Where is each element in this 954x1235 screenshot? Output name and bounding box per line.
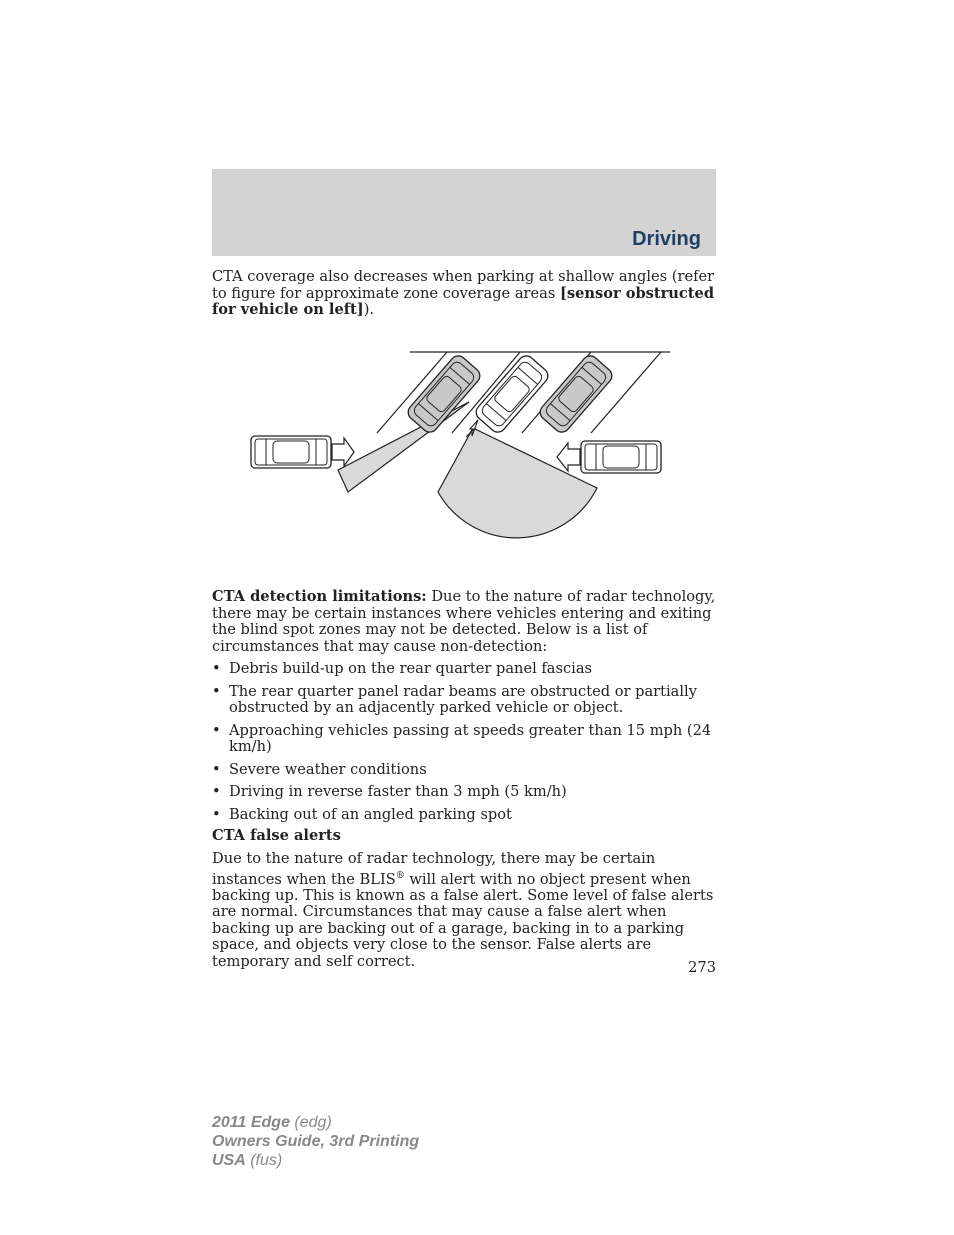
list-item-text: Driving in reverse faster than 3 mph (5 km/h) (229, 783, 567, 800)
section-header-band (212, 169, 716, 256)
list-item-text: Approaching vehicles passing at speeds greater than 15 mph (24 km/h) (229, 721, 712, 755)
limitations-paragraph (212, 589, 716, 655)
approaching-car-left (251, 436, 331, 468)
intro-bold-text: [sensor obstructed for vehicle on left] (212, 284, 715, 318)
registered-mark: ® (395, 870, 405, 881)
intro-text-end: ). (363, 301, 375, 318)
footer-region-code: (fus) (245, 1152, 283, 1169)
list-item: • Driving in reverse faster than 3 mph (5 km/h) (212, 783, 567, 800)
parked-car-left (405, 353, 483, 436)
list-item-text: Severe weather conditions (229, 760, 427, 778)
list-item-text: Debris build-up on the rear quarter panel fascias (229, 660, 593, 677)
section-title: Driving (632, 228, 701, 250)
footer-model: 2011 Edge (212, 1114, 290, 1131)
list-item-text: The rear quarter panel radar beams are obstructed or partially obstructed by an adjacently parked vehicle or object. (229, 682, 697, 716)
false-alerts-heading-text: CTA false alerts (212, 827, 341, 844)
footer-region: USA (212, 1152, 246, 1169)
footer (212, 1113, 419, 1170)
false-alerts-text-end: will alert with no object present when backing up. This is known as a false alert. Some level of false alerts are normal. Circumstances that may cause a false alert when backing up are backing out of a garage, backing in to a parking space, and objects very close to the sensor. False alerts are temporary and self correct. (212, 870, 714, 970)
list-item: • Backing out of an angled parking spot (212, 805, 512, 823)
limitations-list (212, 661, 716, 829)
list-item: • Debris build-up on the rear quarter panel fascias (212, 660, 593, 677)
false-alerts-text: Due to the nature of radar technology, there may be certain instances when the BLIS (212, 850, 656, 888)
footer-guide: Owners Guide, 3rd Printing (212, 1133, 420, 1150)
list-item: • Approaching vehicles passing at speeds greater than 15 mph (24 km/h) (212, 721, 712, 755)
list-item-text: Backing out of an angled parking spot (229, 805, 512, 823)
list-item: • The rear quarter panel radar beams are obstructed or partially obstructed by an adjacently parked vehicle or object. (212, 682, 697, 716)
intro-paragraph (212, 269, 716, 319)
list-item: • Severe weather conditions (212, 760, 427, 778)
limitations-text: Due to the nature of radar technology, there may be certain instances where vehicles entering and exiting the blind spot zones may not be detected. Below is a list of circumstances that may cause non-detection: (212, 588, 716, 655)
false-alerts-heading (212, 828, 716, 845)
arrow-left-icon (557, 443, 580, 471)
parked-car-right (537, 353, 615, 436)
footer-model-code: (edg) (289, 1114, 332, 1131)
intro-text: CTA coverage also decreases when parking at shallow angles (refer to figure for approximate zone coverage areas (212, 268, 715, 302)
cta-coverage-zone (438, 428, 597, 538)
page-number: 273 (688, 959, 716, 976)
arrow-right-icon (332, 438, 354, 466)
cta-angled-parking-figure (240, 340, 680, 555)
approaching-car-right (581, 441, 661, 473)
limitations-heading: CTA detection limitations: (212, 588, 427, 605)
false-alerts-paragraph (212, 851, 716, 970)
